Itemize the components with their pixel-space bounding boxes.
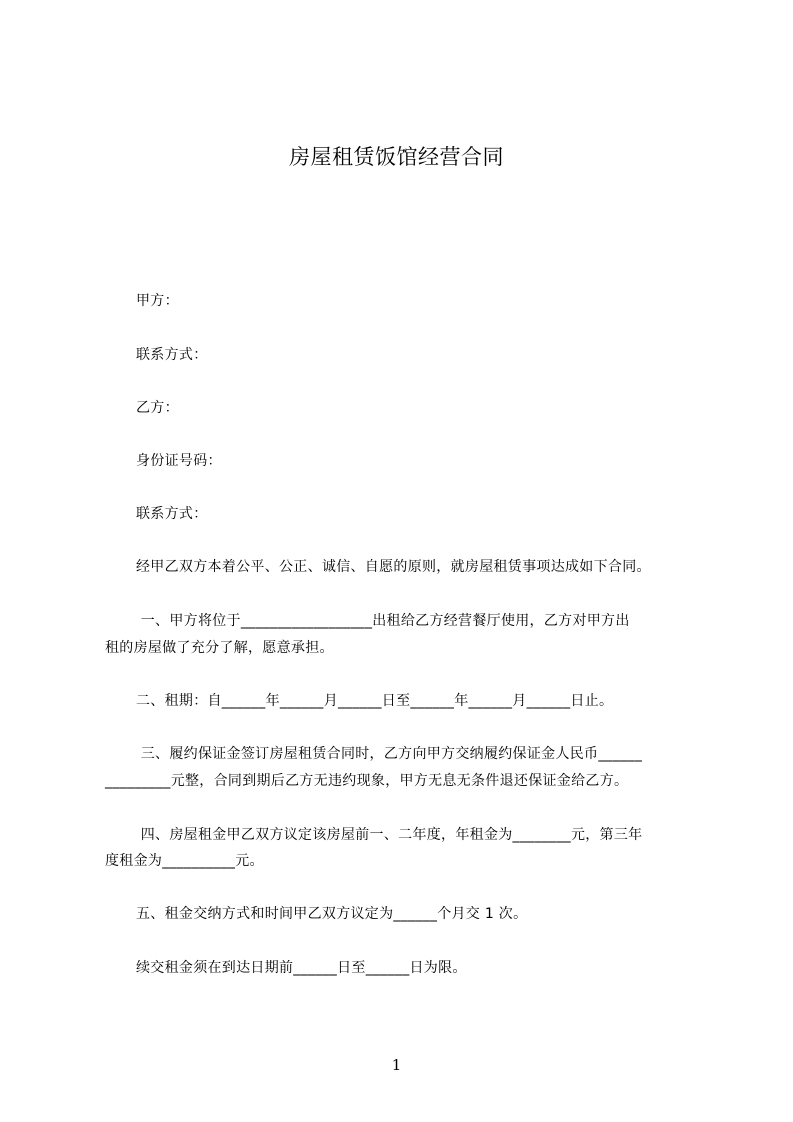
page-number: 1 bbox=[391, 1056, 402, 1074]
preamble-paragraph: 经甲乙双方本着公平、公正、诚信、自愿的原则，就房屋租赁事项达成如下合同。 bbox=[136, 559, 651, 575]
clause-4-line-2: 度租金为__________元。 bbox=[105, 853, 264, 869]
party-b-contact-label: 联系方式： bbox=[136, 506, 208, 522]
party-a-label: 甲方： bbox=[136, 293, 179, 309]
renewal-paragraph: 续交租金须在到达日期前______日至______日为限。 bbox=[136, 960, 467, 976]
clause-4-line-1: 四、房屋租金甲乙双方议定该房屋前一、二年度，年租金为________元，第三年 bbox=[136, 827, 643, 843]
document-title: 房屋租赁饭馆经营合同 bbox=[289, 145, 504, 169]
clause-1-line-1: 一、甲方将位于__________________出租给乙方经营餐厅使用，乙方对甲方出 bbox=[136, 613, 630, 629]
clause-3-line-1: 三、履约保证金签订房屋租赁合同时，乙方向甲方交纳履约保证金人民币______ bbox=[136, 746, 643, 762]
clause-5-payment: 五、租金交纳方式和时间甲乙双方议定为______个月交 1 次。 bbox=[136, 906, 528, 922]
party-a-contact-label: 联系方式： bbox=[136, 347, 208, 363]
clause-1-line-2: 租的房屋做了充分了解，愿意承担。 bbox=[105, 640, 334, 656]
clause-3-line-2: _________元整，合同到期后乙方无违约现象，甲方无息无条件退还保证金给乙方。 bbox=[105, 773, 629, 789]
party-b-id-label: 身份证号码： bbox=[136, 453, 222, 469]
party-b-label: 乙方： bbox=[136, 400, 179, 416]
clause-2-lease-term: 二、租期：自______年______月______日至______年______月______日止。 bbox=[136, 693, 614, 709]
